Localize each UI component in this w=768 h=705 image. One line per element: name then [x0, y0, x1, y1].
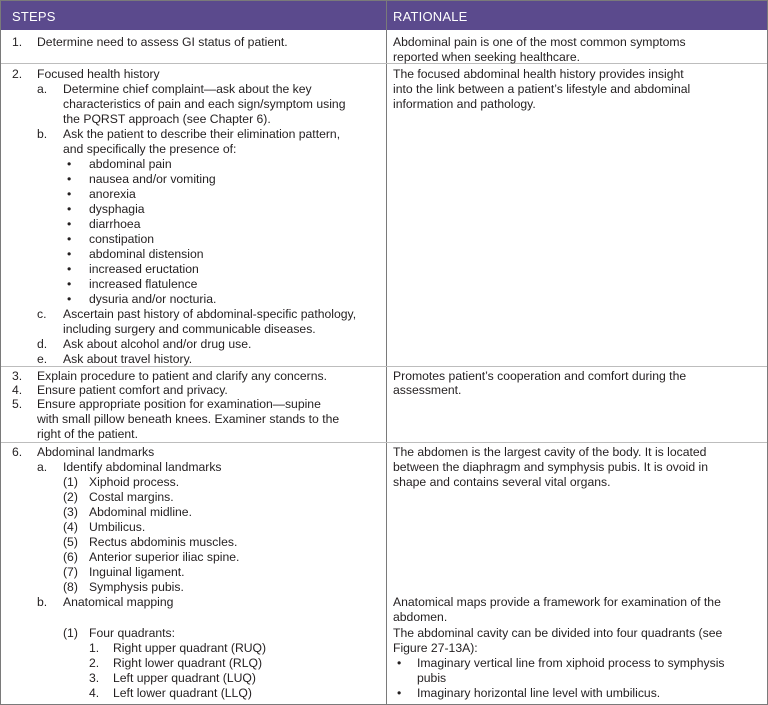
list-item: dysphagia — [89, 202, 145, 216]
bullet-icon: • — [397, 686, 402, 700]
rationale-text: information and pathology. — [393, 97, 536, 111]
substep-letter: d. — [37, 337, 48, 351]
rationale-text: Promotes patient’s cooperation and comfort during the — [393, 369, 687, 383]
substep-text: Ask about travel history. — [63, 352, 193, 366]
quadrant-text: Left upper quadrant (LUQ) — [113, 671, 256, 685]
row-divider — [1, 442, 767, 443]
quadrant-number: 3. — [89, 671, 100, 685]
subheading-number: (1) — [63, 626, 78, 640]
column-divider — [386, 1, 387, 704]
bullet-icon: • — [67, 262, 72, 276]
substep-text: the PQRST approach (see Chapter 6). — [63, 112, 271, 126]
rationale-text: Abdominal pain is one of the most common symptoms — [393, 35, 686, 49]
bullet-icon: • — [67, 292, 72, 306]
rationale-bullet-text: Imaginary vertical line from xiphoid process to symphysis — [417, 656, 725, 670]
substep-letter: c. — [37, 307, 47, 321]
landmark-number: (2) — [63, 490, 78, 504]
step-number: 4. — [12, 383, 23, 397]
bullet-icon: • — [67, 247, 72, 261]
step-text: Focused health history — [37, 67, 160, 81]
rationale-text: abdomen. — [393, 610, 448, 624]
row-divider — [1, 63, 767, 64]
step-number: 3. — [12, 369, 23, 383]
step-text: Explain procedure to patient and clarify any concerns. — [37, 369, 327, 383]
step-text: Abdominal landmarks — [37, 445, 155, 459]
step-number: 1. — [12, 35, 23, 49]
list-item: anorexia — [89, 187, 136, 201]
landmark-text: Abdominal midline. — [89, 505, 192, 519]
substep-text: Ask the patient to describe their elimination pattern, — [63, 127, 341, 141]
rationale-bullet-text: pubis — [417, 671, 447, 685]
substep-letter: a. — [37, 82, 48, 96]
step-text: with small pillow beneath knees. Examiner stands to the — [37, 412, 340, 426]
steps-header: STEPS — [12, 9, 56, 24]
quadrant-text: Right lower quadrant (RLQ) — [113, 656, 263, 670]
landmark-text: Costal margins. — [89, 490, 174, 504]
list-item: dysuria and/or nocturia. — [89, 292, 217, 306]
landmark-text: Umbilicus. — [89, 520, 146, 534]
substep-text: Determine chief complaint—ask about the key — [63, 82, 312, 96]
step-number: 6. — [12, 445, 23, 459]
quadrant-number: 4. — [89, 686, 100, 700]
list-item: diarrhoea — [89, 217, 141, 231]
bullet-icon: • — [67, 202, 72, 216]
quadrant-number: 1. — [89, 641, 100, 655]
list-item: increased flatulence — [89, 277, 198, 291]
rationale-text: shape and contains several vital organs. — [393, 475, 611, 489]
rationale-text: reported when seeking healthcare. — [393, 50, 580, 64]
bullet-icon: • — [67, 157, 72, 171]
landmark-number: (3) — [63, 505, 78, 519]
quadrant-text: Right upper quadrant (RUQ) — [113, 641, 267, 655]
substep-letter: b. — [37, 127, 48, 141]
substep-text: Ask about alcohol and/or drug use. — [63, 337, 252, 351]
rationale-text: into the link between a patient’s lifestyle and abdominal — [393, 82, 691, 96]
landmark-number: (6) — [63, 550, 78, 564]
bullet-icon: • — [67, 172, 72, 186]
landmark-text: Inguinal ligament. — [89, 565, 185, 579]
substep-text: Anatomical mapping — [63, 595, 174, 609]
landmark-number: (7) — [63, 565, 78, 579]
list-item: abdominal distension — [89, 247, 204, 261]
step-number: 5. — [12, 397, 23, 411]
landmark-number: (1) — [63, 475, 78, 489]
landmark-text: Rectus abdominis muscles. — [89, 535, 238, 549]
bullet-icon: • — [67, 217, 72, 231]
substep-text: including surgery and communicable diseases. — [63, 322, 316, 336]
step-text: Ensure appropriate position for examination—supine — [37, 397, 321, 411]
step-text: Ensure patient comfort and privacy. — [37, 383, 228, 397]
rationale-bullet-text: Imaginary horizontal line level with umbilicus. — [417, 686, 661, 700]
substep-letter: b. — [37, 595, 48, 609]
landmark-text: Xiphoid process. — [89, 475, 180, 489]
rationale-text: assessment. — [393, 383, 462, 397]
substep-text: and specifically the presence of: — [63, 142, 237, 156]
list-item: increased eructation — [89, 262, 199, 276]
rationale-text: The abdomen is the largest cavity of the body. It is located — [393, 445, 707, 459]
landmark-text: Anterior superior iliac spine. — [89, 550, 240, 564]
landmark-text: Symphysis pubis. — [89, 580, 184, 594]
substep-text: Ascertain past history of abdominal-specific pathology, — [63, 307, 357, 321]
rationale-header: RATIONALE — [393, 9, 468, 24]
quadrant-number: 2. — [89, 656, 100, 670]
list-item: nausea and/or vomiting — [89, 172, 216, 186]
rationale-text: Figure 27-13A): — [393, 641, 478, 655]
substep-text: Identify abdominal landmarks — [63, 460, 222, 474]
bullet-icon: • — [67, 187, 72, 201]
substep-letter: e. — [37, 352, 48, 366]
step-number: 2. — [12, 67, 23, 81]
quadrant-text: Left lower quadrant (LLQ) — [113, 686, 252, 700]
bullet-icon: • — [397, 656, 402, 670]
rationale-text: Anatomical maps provide a framework for examination of the — [393, 595, 721, 609]
bullet-icon: • — [67, 277, 72, 291]
landmark-number: (4) — [63, 520, 78, 534]
step-text: Determine need to assess GI status of patient. — [37, 35, 288, 49]
substep-letter: a. — [37, 460, 48, 474]
bullet-icon: • — [67, 232, 72, 246]
landmark-number: (5) — [63, 535, 78, 549]
rationale-text: The abdominal cavity can be divided into four quadrants (see — [393, 626, 723, 640]
rationale-text: The focused abdominal health history provides insight — [393, 67, 684, 81]
substep-text: characteristics of pain and each sign/symptom using — [63, 97, 346, 111]
list-item: constipation — [89, 232, 155, 246]
table-header — [1, 1, 767, 30]
rationale-text: between the diaphragm and symphysis pubis. It is ovoid in — [393, 460, 709, 474]
list-item: abdominal pain — [89, 157, 172, 171]
subheading-text: Four quadrants: — [89, 626, 176, 640]
landmark-number: (8) — [63, 580, 78, 594]
step-text: right of the patient. — [37, 427, 138, 441]
